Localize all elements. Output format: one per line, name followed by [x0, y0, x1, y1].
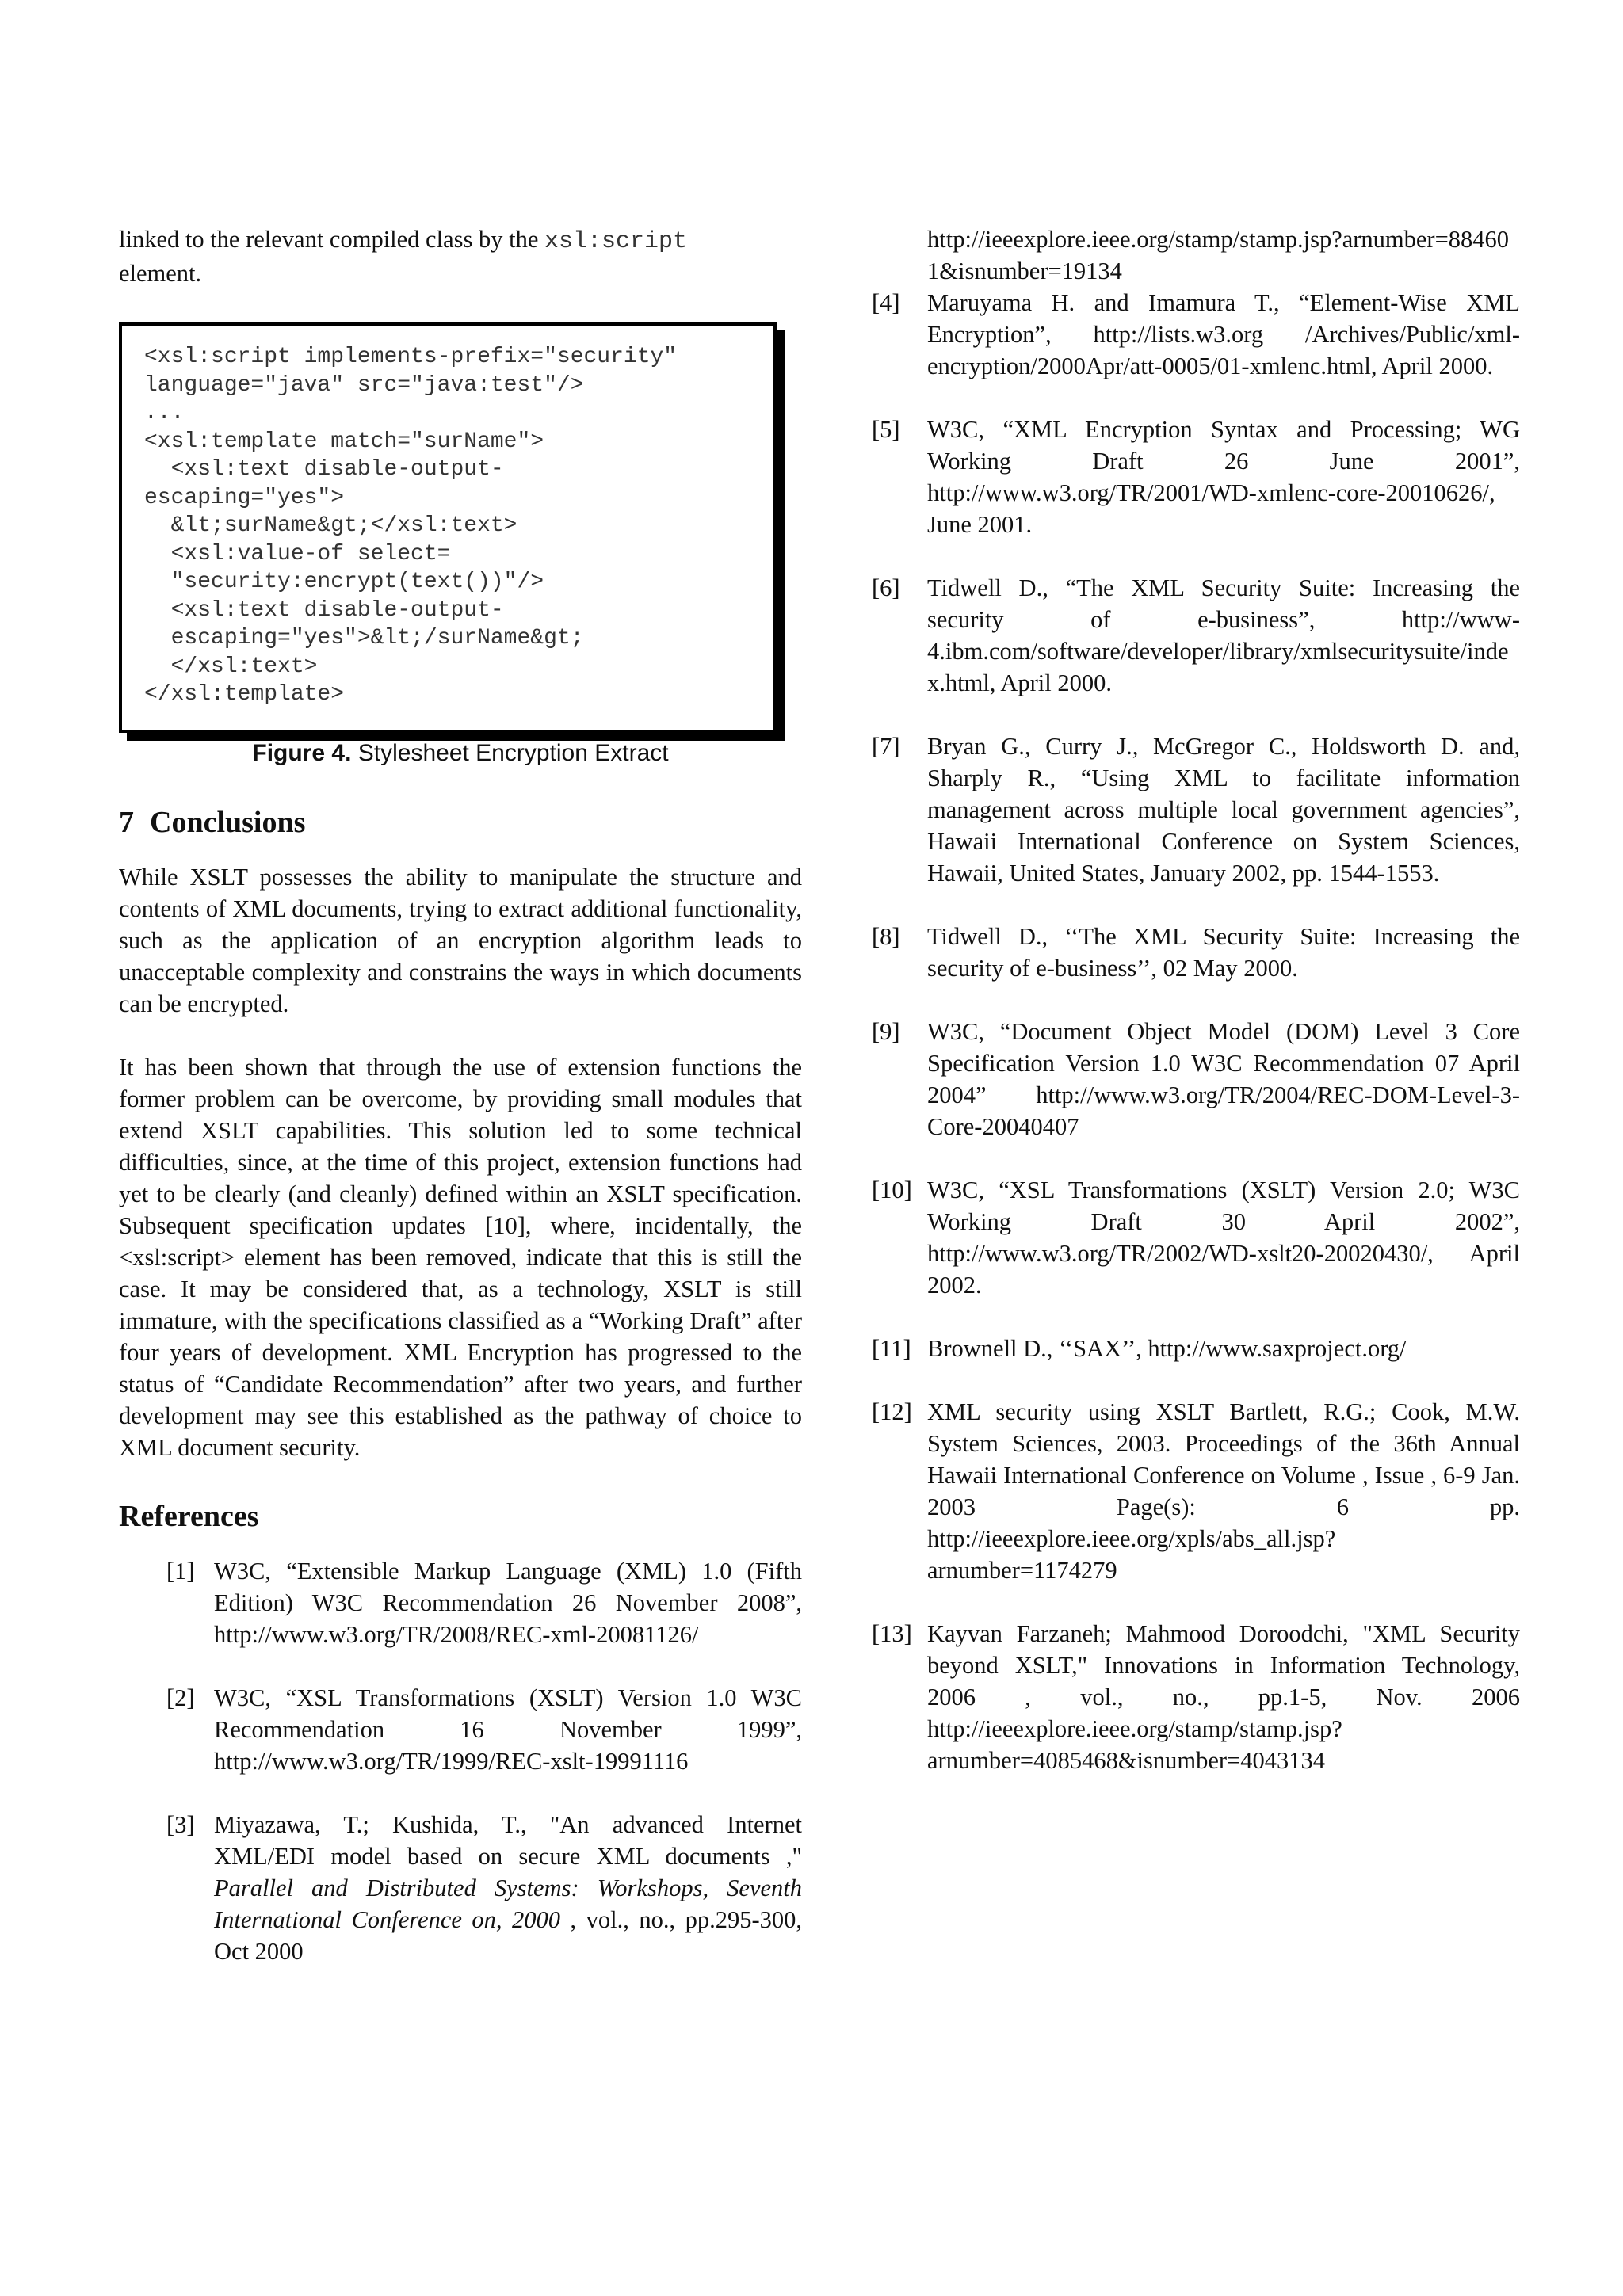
code-line: ...: [144, 401, 185, 425]
intro-paragraph: [119, 223, 802, 289]
reference-item: [872, 921, 1520, 984]
reference-text-part: Miyazawa, T.; Kushida, T., "An advanced Internet XML/EDI model based on secure XML documents ,": [214, 1811, 802, 1870]
reference-item: [872, 287, 1520, 382]
reference-number: [5]: [872, 416, 900, 443]
code-line: <xsl:text disable-output-: [144, 597, 504, 623]
reference-number: [4]: [872, 289, 900, 316]
reference-item: [872, 1174, 1520, 1301]
reference-number: [10]: [872, 1177, 912, 1203]
reference-number: [8]: [872, 923, 900, 950]
reference-item: [166, 1682, 802, 1777]
left-column: [119, 223, 802, 1967]
code-line: escaping="yes">: [144, 485, 345, 510]
reference-number: [13]: [872, 1620, 912, 1647]
code-line: "security:encrypt(text())"/>: [144, 570, 544, 594]
figure-label: Figure 4.: [252, 740, 352, 766]
section-heading-references: References: [119, 1500, 259, 1533]
reference-item: [166, 1555, 802, 1650]
reference-text: Tidwell D., ‘‘The XML Security Suite: Increasing the security of e-business’’, 02 May 2000.: [927, 923, 1520, 982]
reference-text: Kayvan Farzaneh; Mahmood Doroodchi, "XML Security beyond XSLT," Innovations in Information Technology, 2006 , vol., no., pp.1-5, Nov. 2006 http://ieeexplore.ieee.org/stamp/stamp.jsp?arnumber=4085468&isnumber=4043134: [927, 1620, 1520, 1774]
code-line: escaping="yes">&lt;/surName&gt;: [144, 626, 584, 650]
reference-text-part: , vol., no., pp.295-300, Oct 2000: [214, 1906, 802, 1965]
reference-text: W3C, “Extensible Markup Language (XML) 1.0 (Fifth Edition) W3C Recommendation 26 November 2008”, http://www.w3.org/TR/2008/REC-xml-20081126/: [214, 1558, 802, 1648]
reference-text: W3C, “XSL Transformations (XSLT) Version 1.0 W3C Recommendation 16 November 1999”, http://www.w3.org/TR/1999/REC-xslt-19991116: [214, 1684, 802, 1775]
reference-text: Maruyama H. and Imamura T., “Element-Wise XML Encryption”, http://lists.w3.org /Archives/Public/xml-encryption/2000Apr/att-0005/01-xmlenc.html, April 2000.: [927, 289, 1520, 379]
reference-text: W3C, “Document Object Model (DOM) Level 3 Core Specification Version 1.0 W3C Recommendation 07 April 2004” http://www.w3.org/TR/2004/REC-DOM-Level-3-Core-20040407: [927, 1018, 1520, 1140]
right-column: [872, 223, 1520, 1776]
conclusions-paragraph-1: While XSLT possesses the ability to manipulate the structure and contents of XML documents, trying to extract additional functionality, such as the application of an encryption algorithm leads to unacceptable complexity and constrains the ways in which documents can be encrypted.: [119, 864, 802, 1017]
reference-number: [6]: [872, 574, 900, 601]
reference-number: [7]: [872, 733, 900, 760]
conclusions-paragraph-2: It has been shown that through the use of extension functions the former problem can be overcome, by providing small modules that extend XSLT capabilities. This solution led to some technical difficulties, since, at the time of this project, extension functions had yet to be clearly (and cleanly) defined within an XSLT specification. Subsequent specification updates [10], where, incidentally, the <xsl:script> element has been removed, indicate that this is still the case. It may be considered that, as a technology, XSLT is still immature, with the specifications classified as a “Working Draft” after four years of development. XML Encryption has progressed to the status of “Candidate Recommendation” after two years, and further development may see this established as the pathway of choice to XML document security.: [119, 1054, 802, 1461]
intro-text-end: element.: [119, 260, 202, 287]
reference-text: Bryan G., Curry J., McGregor C., Holdsworth D. and, Sharply R., “Using XML to facilitate information management across multiple local government agencies”, Hawaii International Conference on System Sciences, Hawaii, United States, January 2002, pp. 1544-1553.: [927, 733, 1520, 887]
reference-item: [166, 1809, 802, 1967]
reference-number: [3]: [166, 1811, 195, 1838]
reference-item: [872, 572, 1520, 699]
reference-item: [872, 1618, 1520, 1776]
reference-number: [12]: [872, 1398, 912, 1425]
reference-text: Brownell D., ‘‘SAX’’, http://www.saxproject.org/: [927, 1335, 1407, 1362]
reference-number: [1]: [166, 1558, 195, 1585]
code-line: <xsl:template match="surName">: [144, 429, 544, 454]
reference-number: [11]: [872, 1335, 911, 1362]
code-listing-box: [119, 322, 777, 733]
reference-text: [214, 1809, 802, 1967]
reference-text: W3C, “XSL Transformations (XSLT) Version 2.0; W3C Working Draft 30 April 2002”, http://www.w3.org/TR/2002/WD-xslt20-20020430/, April 2002.: [927, 1177, 1520, 1299]
section-title: Conclusions: [150, 806, 306, 839]
reference-item: [872, 414, 1520, 540]
reference-number: [9]: [872, 1018, 900, 1045]
references-list-left: [166, 1555, 802, 1967]
reference-item: [872, 1396, 1520, 1586]
section-number: 7: [119, 806, 134, 839]
reference-text: Tidwell D., “The XML Security Suite: Increasing the security of e-business”, http://www-4.ibm.com/software/developer/library/xmlsecuritysuite/index.html, April 2000.: [927, 574, 1520, 696]
intro-text: linked to the relevant compiled class by the: [119, 226, 544, 253]
reference-text: XML security using XSLT Bartlett, R.G.; Cook, M.W. System Sciences, 2003. Proceedings of the 36th Annual Hawaii International Conference on Volume , Issue , 6-9 Jan. 2003 Page(s): 6 pp. http://ieeexplore.ieee.org/xpls/abs_all.jsp?arnumber=1174279: [927, 1398, 1520, 1584]
reference-item: [872, 1333, 1520, 1364]
reference-item: [872, 1016, 1520, 1142]
code-line: <xsl:value-of select=: [144, 541, 451, 566]
reference-continuation: http://ieeexplore.ieee.org/stamp/stamp.jsp?arnumber=884601&isnumber=19134: [927, 226, 1510, 284]
figure-caption: [119, 738, 802, 769]
code-line: language="java" src="java:test"/>: [144, 372, 584, 398]
code-line: <xsl:script implements-prefix="security": [144, 345, 678, 369]
code-line: &lt;surName&gt;</xsl:text>: [144, 513, 517, 538]
reference-text: W3C, “XML Encryption Syntax and Processing; WG Working Draft 26 June 2001”, http://www.w3.org/TR/2001/WD-xmlenc-core-20010626/, June 2001.: [927, 416, 1520, 538]
section-heading-conclusions: [119, 804, 802, 841]
intro-inline-code: xsl:script: [544, 228, 688, 255]
code-line: </xsl:template>: [144, 682, 345, 707]
code-line: <xsl:text disable-output-: [144, 457, 504, 482]
reference-number: [2]: [166, 1684, 195, 1711]
code-line: </xsl:text>: [144, 654, 318, 679]
reference-item: [872, 730, 1520, 889]
figure-caption-text: Stylesheet Encryption Extract: [357, 740, 669, 766]
reference-venue-italic: Parallel and Distributed Systems: Workshops, Seventh International Conference on, 2000: [214, 1875, 802, 1933]
